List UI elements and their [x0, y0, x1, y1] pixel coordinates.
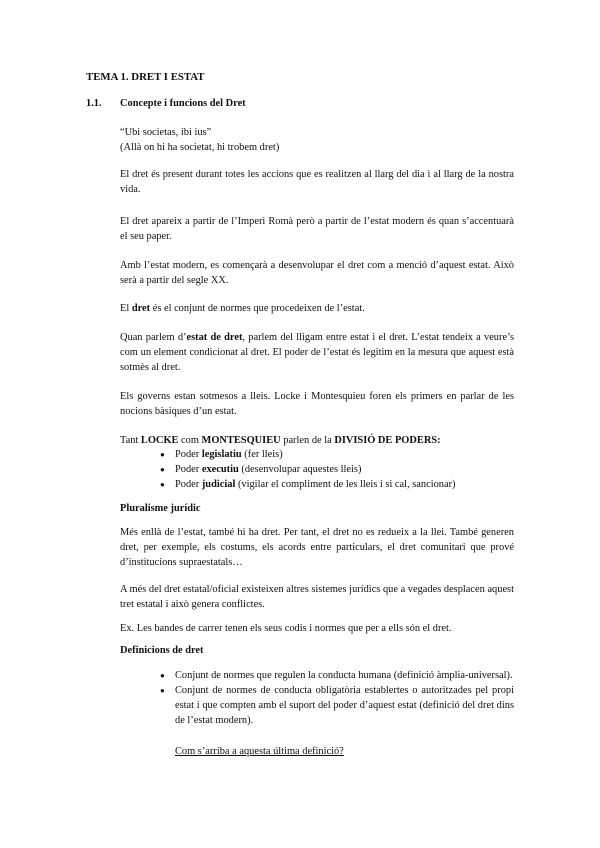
paragraph-6: Els governs estan sotmesos a lleis. Locke i Montesquieu foren els primers en parlar de les nocions bàsiques d’un estat.: [120, 391, 514, 417]
p7-montesquieu: MONTESQUIEU: [201, 435, 281, 446]
list-item: [160, 668, 514, 683]
power-desc: (fer lleis): [241, 449, 283, 460]
p5-text-a: Quan parlem d’: [120, 332, 187, 343]
definition-text: Conjunt de normes que regulen la conducta humana (definició àmplia-universal).: [175, 670, 513, 681]
p4-term-dret: dret: [131, 303, 151, 314]
section-title: Concepte i funcions del Dret: [120, 98, 246, 109]
paragraph-9: A més del dret estatal/oficial existeixen altres sistemes jurídics que a vegades desplacen aquest tret estatal i això genera conflictes.: [120, 584, 514, 610]
power-name: legislatiu: [201, 449, 242, 460]
list-item: [160, 477, 520, 492]
p7-divisio-de-poders: DIVISIÓ DE PODERS:: [334, 435, 441, 446]
paragraph-7: [120, 433, 514, 448]
definitions-list: [160, 668, 514, 728]
paragraph-8: Més enllà de l’estat, també hi ha dret. Per tant, el dret no es redueix a la llei. També generen dret, per exemple, els costums, els acords entre particulars, el dret comunitari que prové d’institucions supraestatals…: [120, 527, 514, 568]
definicions-heading: Definicions de dret: [120, 645, 204, 656]
list-item: [160, 462, 520, 477]
paragraph-3: Amb l’estat modern, es començarà a desenvolupar el dret com a menció d’aquest estat. Això serà a partir del segle XX.: [120, 260, 514, 286]
p5-term-estat-de-dret: estat de dret: [186, 332, 243, 343]
pluralisme-heading: Pluralisme jurídic: [120, 503, 201, 514]
power-prefix: Poder: [175, 479, 202, 490]
list-item: [160, 683, 514, 728]
power-desc: (vigilar el compliment de les lleis i si cal, sancionar): [235, 479, 456, 490]
quote-translation: (Allà on hi ha societat, hi trobem dret): [120, 142, 280, 153]
quote-block: [120, 125, 514, 155]
p7-locke: LOCKE: [140, 435, 179, 446]
power-name: judicial: [201, 479, 236, 490]
list-item: [160, 447, 520, 462]
document-title: TEMA 1. DRET I ESTAT: [86, 71, 205, 83]
paragraph-10: Ex. Les bandes de carrer tenen els seus codis i normes que per a ells són el dret.: [120, 623, 452, 634]
power-prefix: Poder: [175, 449, 202, 460]
p4-text-a: El: [120, 303, 132, 314]
power-desc: (desenvolupar aquestes lleis): [238, 464, 362, 475]
paragraph-4: [120, 301, 514, 316]
p7-text-e: parlen de la: [280, 435, 335, 446]
quote-latin: “Ubi societas, ibi ius”: [120, 127, 212, 138]
section-number: 1.1.: [86, 98, 102, 109]
paragraph-5: [120, 330, 514, 375]
powers-list: [160, 447, 520, 492]
definitions-followup-link[interactable]: Com s’arriba a aquesta última definició?: [175, 746, 344, 757]
p7-text-a: Tant: [120, 435, 141, 446]
power-prefix: Poder: [175, 464, 202, 475]
p7-text-c: com: [178, 435, 202, 446]
p5-text-c: , parlem del lligam entre estat i el dret. L’estat tendeix a veure’s com un element condicionat al dret. El poder de l’estat és legítim en la mesura que aquest està sotmès al dret.: [120, 332, 514, 373]
p4-text-c: és el conjunt de normes que procedeixen de l’estat.: [150, 303, 365, 314]
definition-text: Conjunt de normes de conducta obligatòria establertes o autoritzades pel propi estat i que compten amb el suport del poder d’aquest estat (definició del dret dins de l’estat modern).: [175, 685, 514, 726]
paragraph-1: El dret és present durant totes les accions que es realitzen al llarg del dia i al llarg de la nostra vida.: [120, 169, 514, 195]
paragraph-2: El dret apareix a partir de l’Imperi Romà però a partir de l’estat modern és quan s’accentuarà el seu paper.: [120, 216, 514, 242]
power-name: executiu: [201, 464, 239, 475]
